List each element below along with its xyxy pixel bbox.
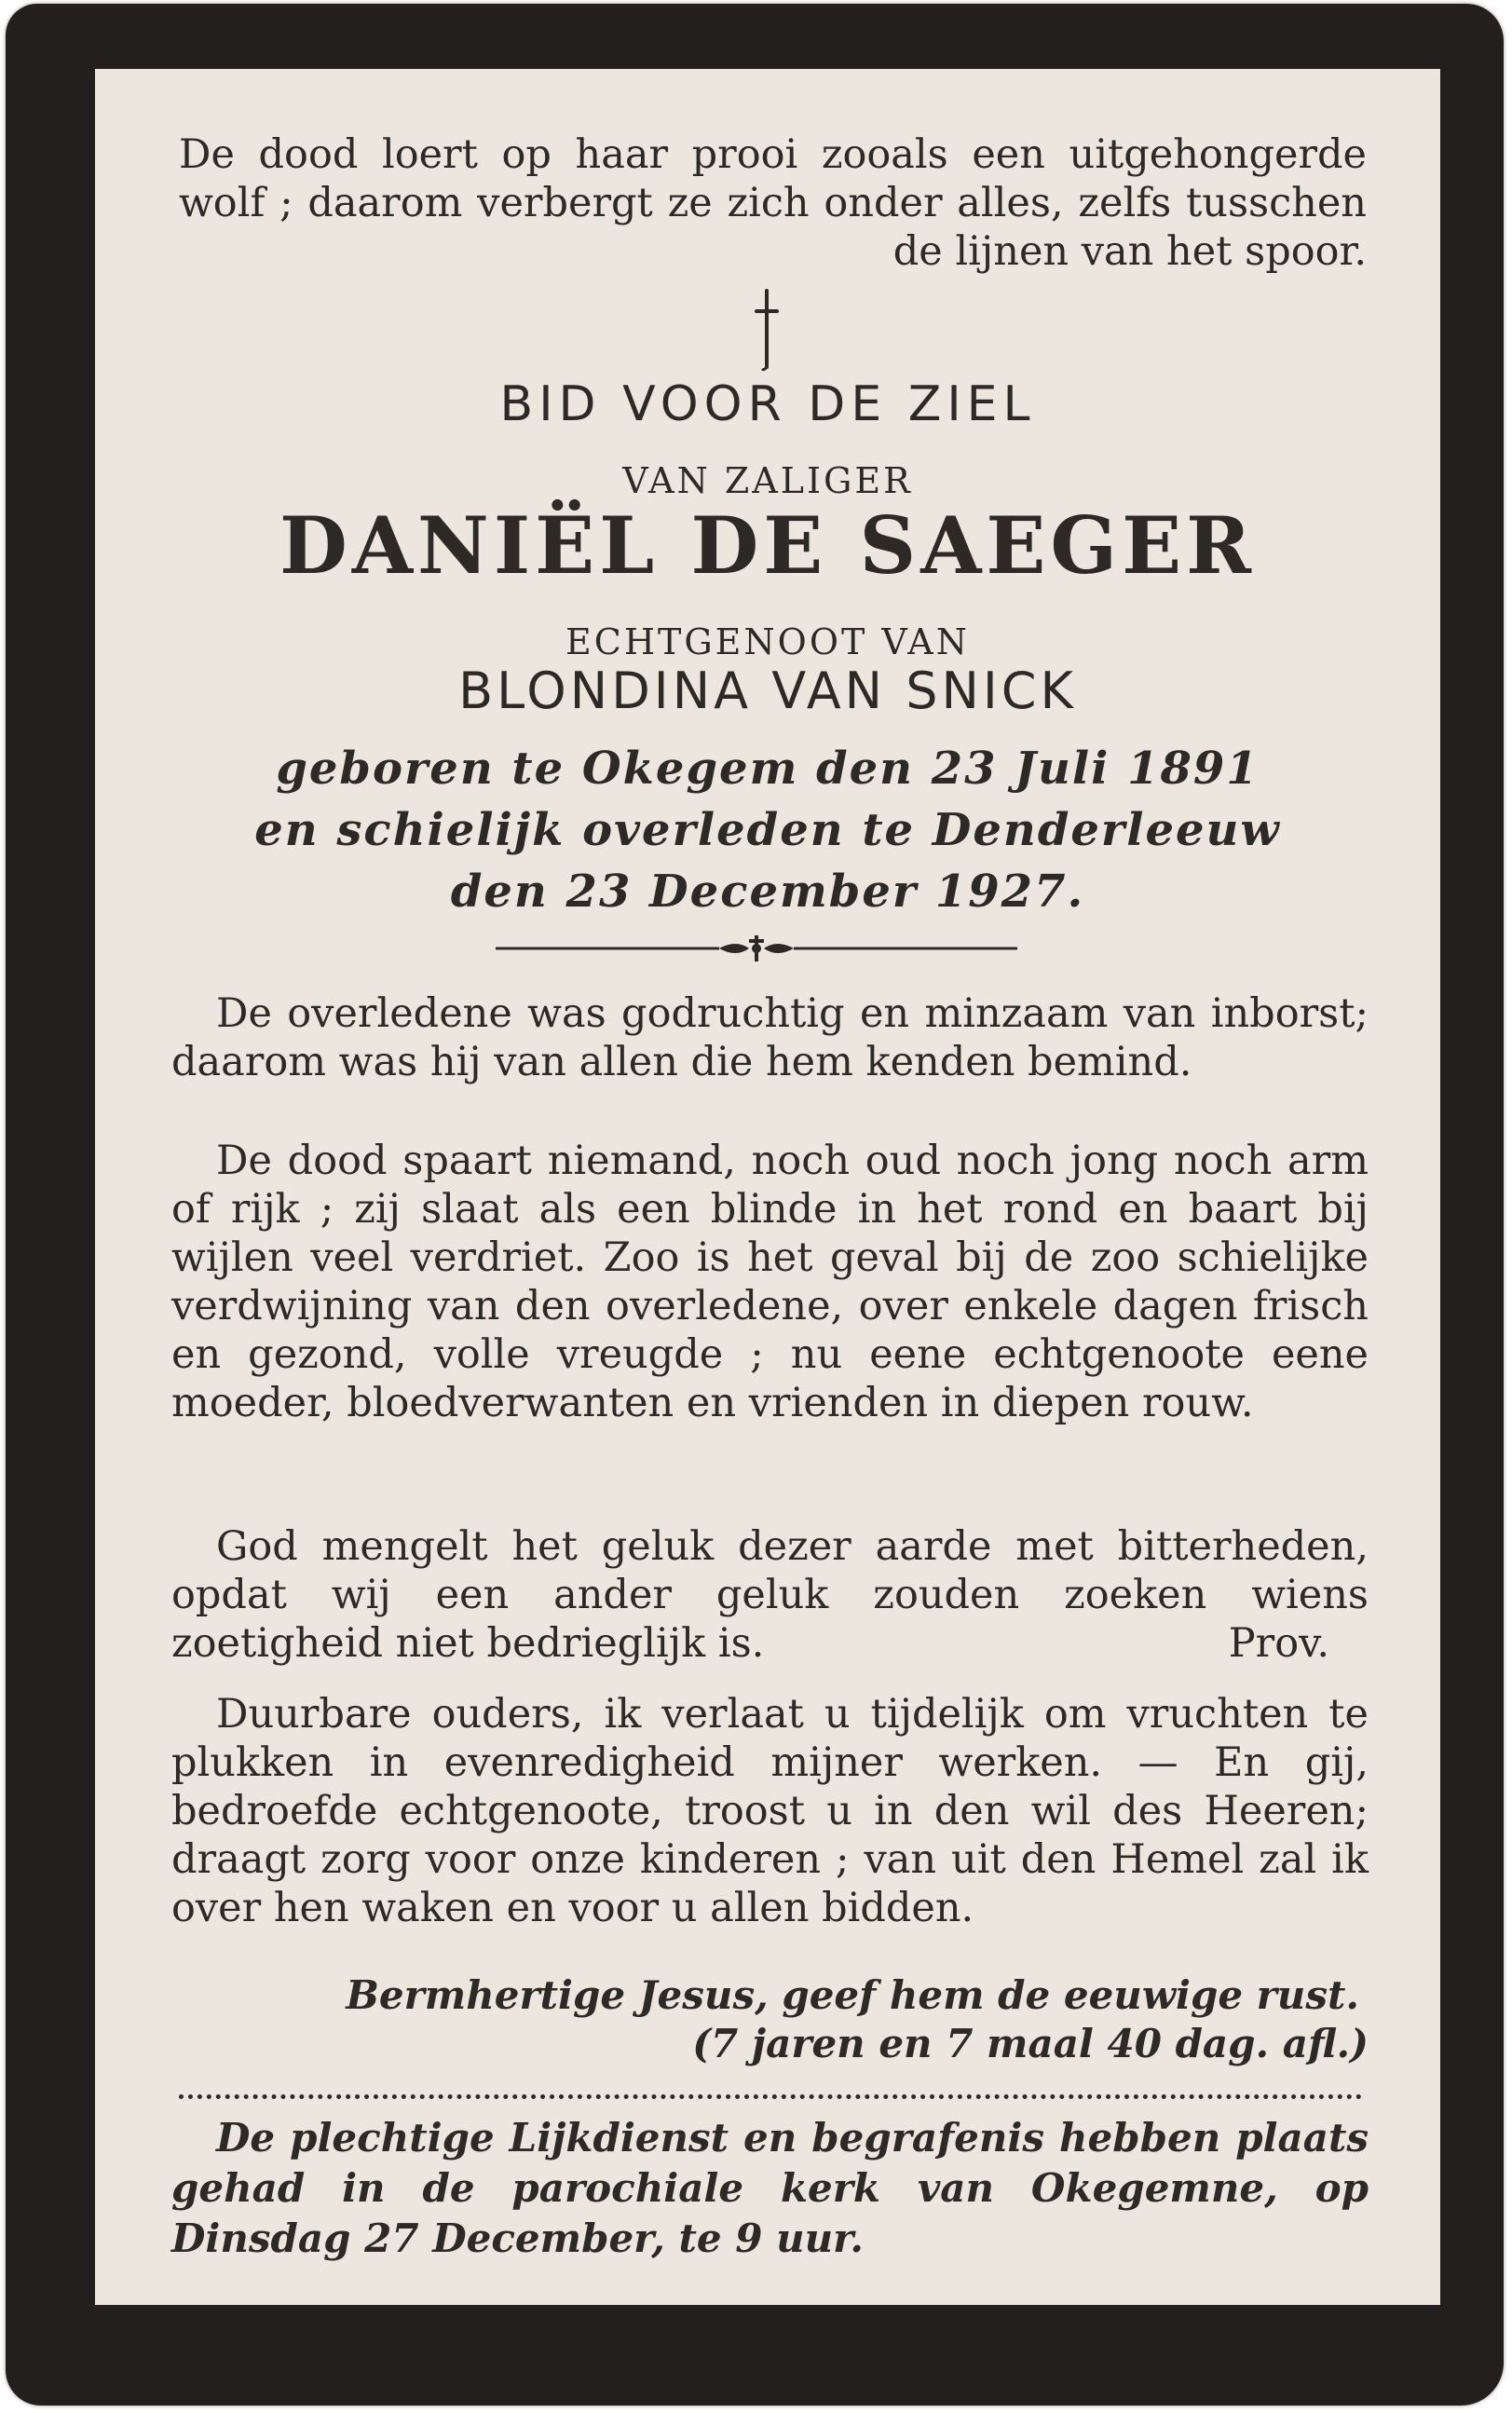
death-place-line: en schielijk overleden te Denderleeuw — [254, 804, 1281, 856]
indulgence-note: (7 jaren en 7 maal 40 dag. afl.) — [692, 2021, 1369, 2066]
memorial-card — [6, 4, 1504, 2406]
closing-prayer: Bermhertige Jesus, geef hem de eeuwige rust. — [346, 1972, 1359, 2018]
ornament-divider-icon — [496, 930, 1017, 967]
spouse-intro-label: ECHTGENOOT VAN — [565, 621, 970, 662]
proverb-source: Prov. — [1228, 1620, 1329, 1667]
proverb-text: God mengelt het geluk dezer aarde met bitterheden, opdat wij een ander geluk zouden zoeken wiens zoetigheid niet bedrieglijk is. — [171, 1523, 1369, 1667]
birth-death-info — [95, 738, 1440, 922]
card-paper — [95, 69, 1440, 2305]
funeral-notice: De plechtige Lijkdienst en begrafenis hebben plaats gehad in de parochiale kerk van Okegemne, op Dinsdag 27 December, te 9 uur. — [171, 2115, 1369, 2261]
paragraph-proverb — [171, 1522, 1369, 1668]
cross-icon — [753, 289, 781, 373]
opening-quote: De dood loert op haar prooi zooals een uitgehongerde wolf ; daarom verbergt ze zich onder alles, zelfs tusschen de lijnen van het spoor. — [179, 131, 1367, 275]
spouse-name: BLONDINA VAN SNICK — [458, 661, 1077, 720]
closing-prayer-block — [171, 1971, 1369, 2068]
dotted-divider — [179, 2094, 1362, 2099]
deceased-name: DANIËL DE SAEGER — [279, 499, 1256, 592]
death-date-line: den 23 December 1927. — [450, 866, 1085, 918]
prayer-heading: BID VOOR DE ZIEL — [499, 376, 1036, 432]
van-zaliger-label: VAN ZALIGER — [622, 460, 913, 501]
paragraph-farewell: Duurbare ouders, ik verlaat u tijdelijk om vruchten te plukken in evenredigheid mijner werken. — En gij, bedroefde echtgenoote, troost u in den wil des Heeren; draagt zorg voor onze kinderen ; van uit den Hemel zal ik over hen waken en voor u allen bidden. — [171, 1691, 1369, 1931]
paragraph-character: De overledene was godruchtig en minzaam van inborst; daarom was hij van allen die hem kenden bemind. — [171, 990, 1369, 1085]
birth-line: geboren te Okegem den 23 Juli 1891 — [276, 743, 1260, 795]
paragraph-death: De dood spaart niemand, noch oud noch jong noch arm of rijk ; zij slaat als een blinde in het rond en baart bij wijlen veel verdriet. Zoo is het geval bij de zoo schielijke verdwijning van den overledene, over enkele dagen frisch en gezond, volle vreugde ; nu eene echtgenoote eene moeder, bloedverwanten en vrienden in diepen rouw. — [171, 1138, 1369, 1426]
